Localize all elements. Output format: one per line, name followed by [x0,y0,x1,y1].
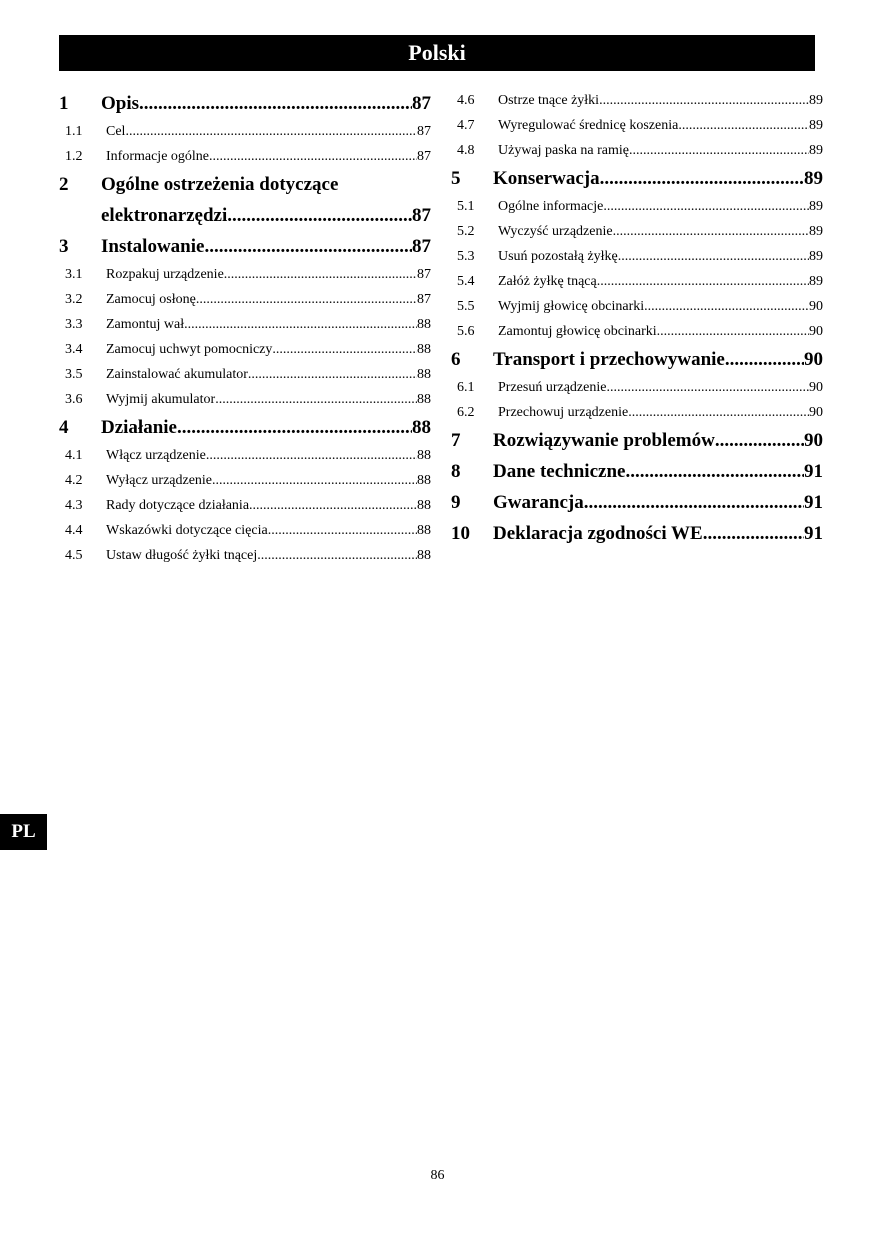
toc-label: Dane techniczne [493,461,626,482]
toc-page: 88 [417,548,431,563]
dot-leader [268,518,417,543]
toc-label: Wyregulować średnicę koszenia [498,118,679,133]
toc-page: 87 [417,292,431,307]
dot-leader [629,138,809,163]
dot-leader [584,487,804,518]
toc-label: Zamocuj uchwyt pomocniczy [106,342,273,357]
toc-entry-4-6[interactable] [451,88,823,113]
toc-entry-4-4[interactable] [59,518,431,543]
toc-number: 4 [59,417,69,438]
dot-leader [248,362,417,387]
toc-label: Wyjmij głowicę obcinarki [498,299,645,314]
toc-label: Wyjmij akumulator [106,392,216,407]
toc-page: 91 [804,461,823,482]
toc-page: 89 [809,143,823,158]
toc-number: 4.6 [457,93,475,108]
toc-number: 5.5 [457,299,475,314]
toc-entry-5-3[interactable] [451,244,823,269]
dot-leader [644,294,809,319]
toc-label: Ostrze tnące żyłki [498,93,600,108]
toc-entry-4-2[interactable] [59,468,431,493]
toc-entry-4[interactable] [59,412,431,443]
toc-page: 90 [809,324,823,339]
toc-entry-4-3[interactable] [59,493,431,518]
toc-number: 1.2 [65,149,83,164]
toc-page: 87 [417,267,431,282]
toc-number: 5.4 [457,274,475,289]
toc-entry-9[interactable] [451,487,823,518]
toc-column-left [59,88,431,568]
language-side-tab: PL [0,814,47,850]
toc-number: 4.2 [65,473,83,488]
dot-leader [212,468,417,493]
toc-number: 5.1 [457,199,475,214]
toc-page: 90 [809,380,823,395]
toc-number: 3 [59,236,69,257]
toc-number: 4.7 [457,118,475,133]
dot-leader [227,200,412,231]
toc-label: Rady dotyczące działania [106,498,250,513]
toc-number: 3.3 [65,317,83,332]
toc-number: 3.1 [65,267,83,282]
toc-entry-5-2[interactable] [451,219,823,244]
toc-page: 88 [417,342,431,357]
toc-page: 89 [809,118,823,133]
toc-entry-1-1[interactable] [59,119,431,144]
dot-leader [657,319,809,344]
toc-number: 4.1 [65,448,83,463]
toc-entry-1-2[interactable] [59,144,431,169]
toc-page: 89 [809,274,823,289]
toc-label: Rozpakuj urządzenie [106,267,224,282]
toc-entry-5-6[interactable] [451,319,823,344]
dot-leader [599,88,809,113]
toc-page: 88 [417,448,431,463]
toc-entry-3-2[interactable] [59,287,431,312]
toc-label: Cel [106,124,126,139]
toc-label: Używaj paska na ramię [498,143,629,158]
toc-label: Ustaw długość żyłki tnącej [106,548,258,563]
toc-entry-3-3[interactable] [59,312,431,337]
toc-label: Przesuń urządzenie [498,380,607,395]
dot-leader [125,119,417,144]
dot-leader [625,456,804,487]
toc-number: 1 [59,93,69,114]
dot-leader [139,88,412,119]
toc-entry-2[interactable] [59,169,431,200]
dot-leader [597,269,809,294]
dot-leader [177,412,412,443]
toc-page: 89 [809,249,823,264]
toc-page: 88 [417,367,431,382]
toc-label: Przechowuj urządzenie [498,405,629,420]
dot-leader [224,262,417,287]
toc-entry-3-6[interactable] [59,387,431,412]
toc-page: 90 [809,299,823,314]
dot-leader [725,344,804,375]
toc-number: 5.3 [457,249,475,264]
toc-page: 89 [809,199,823,214]
toc-entry-8[interactable] [451,456,823,487]
dot-leader [618,244,809,269]
toc-entry-6-1[interactable] [451,375,823,400]
dot-leader [703,518,804,549]
page-number: 86 [430,1168,445,1183]
dot-leader [628,400,809,425]
toc-page: 88 [412,417,431,438]
toc-entry-4-1[interactable] [59,443,431,468]
toc-label: Rozwiązywanie problemów [493,430,715,451]
toc-entry-2-continued[interactable] [59,200,431,231]
toc-label: Opis [101,93,140,114]
dot-leader [613,219,809,244]
toc-entry-6[interactable] [451,344,823,375]
toc-entry-4-5[interactable] [59,543,431,568]
toc-number: 6 [451,349,461,370]
toc-number: 6.1 [457,380,475,395]
toc-number: 7 [451,430,461,451]
toc-entry-10[interactable] [451,518,823,549]
toc-entry-1[interactable] [59,88,431,119]
toc-page: 89 [809,224,823,239]
toc-label: Działanie [101,417,177,438]
dot-leader [204,231,412,262]
toc-label: Transport i przechowywanie [493,349,725,370]
toc-label: Wskazówki dotyczące cięcia [106,523,268,538]
toc-number: 5 [451,168,461,189]
toc-label: Gwarancja [493,492,584,513]
toc-number: 4.4 [65,523,83,538]
dot-leader [257,543,417,568]
toc-label: Wyłącz urządzenie [106,473,213,488]
toc-label: Zamontuj głowicę obcinarki [498,324,657,339]
toc-number: 3.4 [65,342,83,357]
dot-leader [206,443,417,468]
toc-label: Ogólne ostrzeżenia dotyczące [101,174,339,195]
toc-entry-5-4[interactable] [451,269,823,294]
toc-number: 2 [59,174,69,195]
dot-leader [715,425,804,456]
toc-label: Włącz urządzenie [106,448,206,463]
toc-label: Informacje ogólne [106,149,210,164]
toc-number: 8 [451,461,461,482]
toc-label: Zamontuj wał [106,317,185,332]
toc-entry-3-1[interactable] [59,262,431,287]
language-header: Polski [59,35,815,71]
toc-number: 6.2 [457,405,475,420]
dot-leader [603,194,809,219]
dot-leader [249,493,417,518]
toc-entry-7[interactable] [451,425,823,456]
toc-entry-3-5[interactable] [59,362,431,387]
toc-number: 10 [451,523,470,544]
dot-leader [209,144,417,169]
toc-page: 90 [804,349,823,370]
toc-page: 90 [809,405,823,420]
toc-page: 91 [804,492,823,513]
toc-page: 88 [417,317,431,332]
toc-page: 90 [804,430,823,451]
toc-page: 89 [809,93,823,108]
toc-column-right [451,88,823,549]
dot-leader [196,287,417,312]
toc-number: 4.5 [65,548,83,563]
toc-label: Załóż żyłkę tnącą [498,274,597,289]
toc-page: 87 [412,93,431,114]
toc-entry-5[interactable] [451,163,823,194]
toc-page: 88 [417,392,431,407]
toc-label: Zainstalować akumulator [106,367,248,382]
toc-label: Wyczyść urządzenie [498,224,613,239]
toc-page: 91 [804,523,823,544]
toc-page: 87 [417,124,431,139]
toc-page: 87 [412,205,431,226]
toc-entry-4-8[interactable] [451,138,823,163]
toc-number: 9 [451,492,461,513]
toc-page: 88 [417,523,431,538]
toc-entry-6-2[interactable] [451,400,823,425]
dot-leader [678,113,809,138]
dot-leader [606,375,809,400]
toc-label: Instalowanie [101,236,205,257]
toc-number: 3.5 [65,367,83,382]
toc-entry-5-5[interactable] [451,294,823,319]
dot-leader [215,387,417,412]
toc-entry-5-1[interactable] [451,194,823,219]
toc-label: Deklaracja zgodności WE [493,523,703,544]
toc-label: Konserwacja [493,168,600,189]
dot-leader [600,163,804,194]
dot-leader [184,312,417,337]
toc-number: 3.2 [65,292,83,307]
toc-label: elektronarzędzi [101,205,228,226]
toc-number: 4.3 [65,498,83,513]
toc-label: Zamocuj osłonę [106,292,196,307]
toc-number: 1.1 [65,124,83,139]
toc-entry-3-4[interactable] [59,337,431,362]
toc-number: 3.6 [65,392,83,407]
toc-label: Usuń pozostałą żyłkę [498,249,618,264]
toc-page: 87 [417,149,431,164]
toc-page: 88 [417,498,431,513]
toc-number: 5.6 [457,324,475,339]
toc-page: 88 [417,473,431,488]
toc-page: 89 [804,168,823,189]
dot-leader [272,337,417,362]
toc-number: 5.2 [457,224,475,239]
toc-entry-4-7[interactable] [451,113,823,138]
toc-label: Ogólne informacje [498,199,604,214]
toc-number: 4.8 [457,143,475,158]
toc-entry-3[interactable] [59,231,431,262]
toc-page: 87 [412,236,431,257]
